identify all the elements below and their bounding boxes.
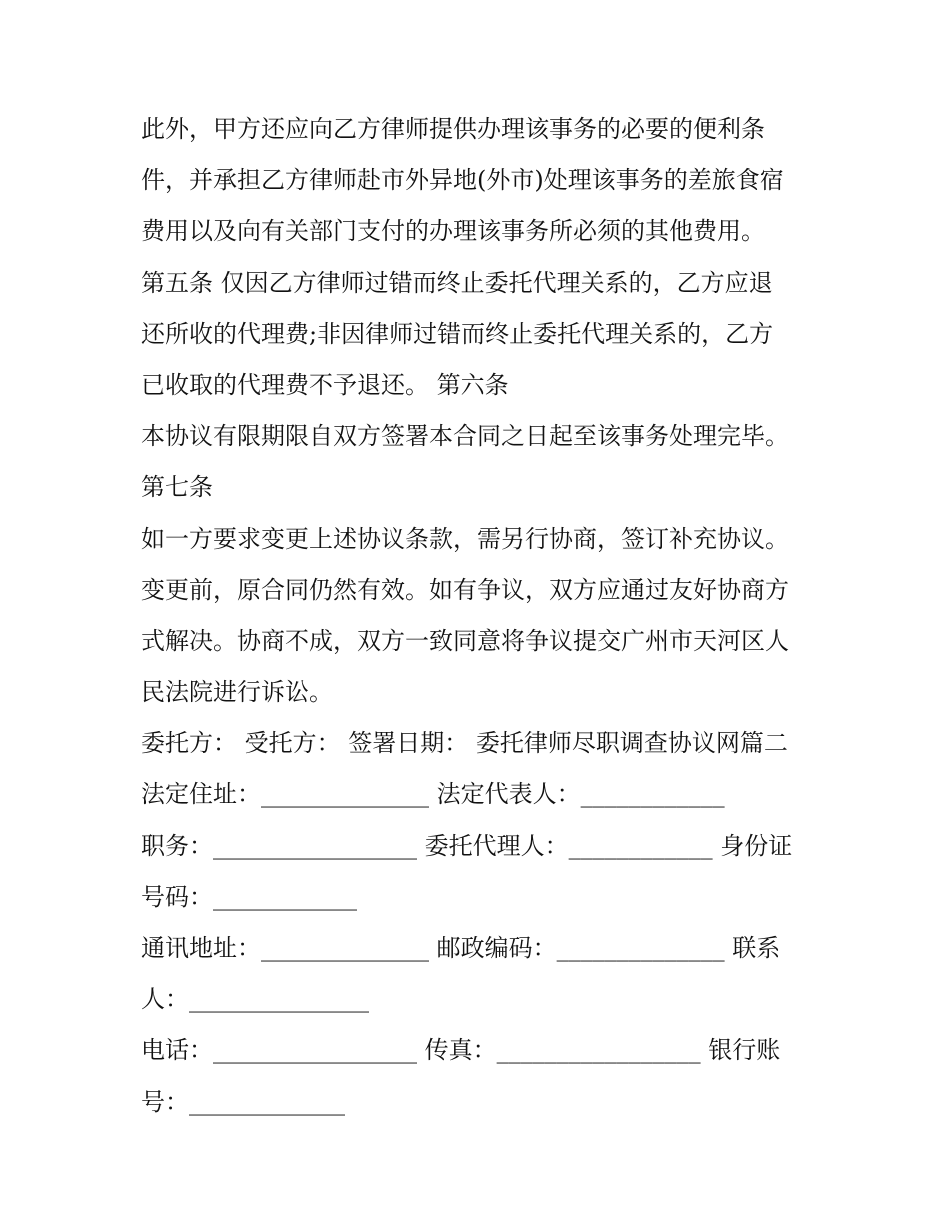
form-line-account: 号：_____________: [141, 1087, 345, 1116]
text-line: 第五条 仅因乙方律师过错而终止委托代理关系的，乙方应退: [141, 268, 773, 297]
text-line: 费用以及向有关部门支付的办理该事务所必须的其他费用。: [141, 217, 765, 246]
text-line: 还所收的代理费;非因律师过错而终止委托代理关系的，乙方: [141, 319, 774, 348]
text-line: 如一方要求变更上述协议条款，需另行协商，签订补充协议。: [141, 524, 789, 553]
text-line: 件，并承担乙方律师赴市外异地(外市)处理该事务的差旅食宿: [141, 166, 784, 195]
form-line-position: 职务：_________________ 委托代理人：____________ 身份证: [141, 831, 793, 860]
document-body: [141, 104, 821, 1128]
signature-line: 委托方： 受托方： 签署日期： 委托律师尽职调查协议网篇二: [141, 729, 788, 758]
form-line-mailing-address: 通讯地址：______________ 邮政编码：______________ 联系: [141, 934, 781, 962]
form-line-contact: 人：_______________: [141, 985, 369, 1014]
form-line-address: 法定住址：______________ 法定代表人：____________: [141, 780, 725, 809]
form-line-phone: 电话：_________________ 传真：_________________ 银行账: [141, 1036, 781, 1065]
text-line: 此外，甲方还应向乙方律师提供办理该事务的必要的便利条: [141, 115, 765, 143]
text-line: 变更前，原合同仍然有效。如有争议，双方应通过友好协商方: [141, 575, 789, 604]
text-line: 第七条: [141, 473, 213, 502]
text-line: 已收取的代理费不予退还。 第六条: [141, 370, 509, 399]
form-line-id-number: 号码：____________: [141, 882, 357, 911]
text-line: 民法院进行诉讼。: [141, 678, 333, 707]
text-line: 式解决。协商不成，双方一致同意将争议提交广州市天河区人: [141, 626, 789, 655]
text-line: 本协议有限期限自双方签署本合同之日起至该事务处理完毕。: [141, 422, 789, 451]
